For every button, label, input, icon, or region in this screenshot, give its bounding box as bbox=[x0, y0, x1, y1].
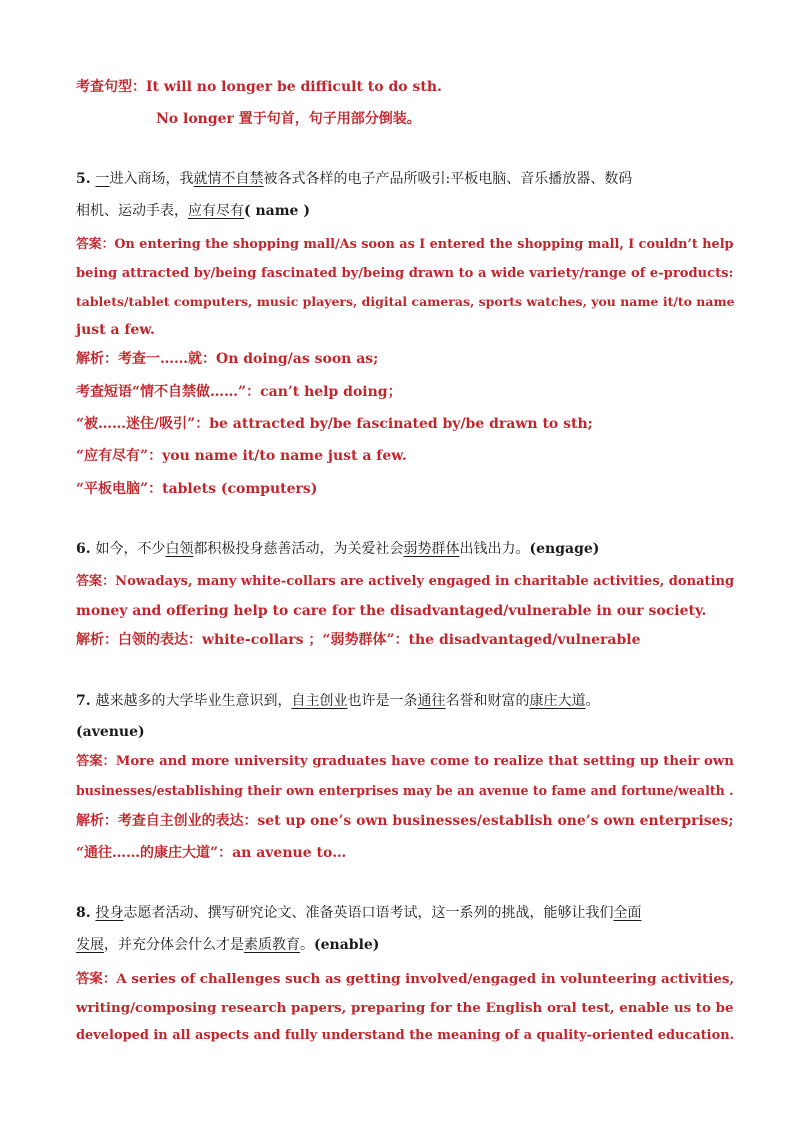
question-7-line2: (avenue) bbox=[76, 724, 145, 740]
answer-5-line2: being attracted by/being fascinated by/being drawn to a wide variety/range of e-products: bbox=[76, 266, 734, 281]
analysis-5-line1: 解析：考查一……就：On doing/as soon as; bbox=[76, 351, 379, 367]
question-6-line1: 6. 如今，不少白领都积极投身慈善活动，为关爱社会弱势群体出钱出力。(engage) bbox=[76, 541, 600, 557]
answer-7-line1: 答案：More and more university graduates have come to realize that setting up their own bbox=[76, 754, 734, 769]
question-8-line1: 8. 投身志愿者活动、撰写研究论文、准备英语口语考试，这一系列的挑战，能够让我们全面 bbox=[76, 905, 642, 921]
answer-5-line1: 答案：On entering the shopping mall/As soon as I entered the shopping mall, I couldn’t help bbox=[76, 237, 734, 252]
analysis-6-line1: 解析：白领的表达：white-collars ；“弱势群体”：the disadvantaged/vulnerable bbox=[76, 632, 641, 648]
answer-6-line2: money and offering help to care for the disadvantaged/vulnerable in our society. bbox=[76, 603, 707, 619]
answer-5-line4: just a few. bbox=[76, 322, 155, 338]
pattern-note-detail: No longer 置于句首，句子用部分倒装。 bbox=[156, 111, 421, 127]
analysis-5-line2: 考查短语“情不自禁做……”：can’t help doing； bbox=[76, 384, 402, 400]
pattern-note: 考查句型：It will no longer be difficult to do sth. bbox=[76, 79, 442, 95]
answer-8-line3: developed in all aspects and fully understand the meaning of a quality-oriented education. bbox=[76, 1028, 735, 1043]
analysis-5-line4: “应有尽有”：you name it/to name just a few. bbox=[76, 448, 407, 464]
analysis-7-line2: “通往……的康庄大道”：an avenue to… bbox=[76, 845, 347, 861]
answer-7-line2: businesses/establishing their own enterprises may be an avenue to fame and fortune/wealth . bbox=[76, 783, 734, 798]
question-7-line1: 7. 越来越多的大学毕业生意识到，自主创业也许是一条通往名誉和财富的康庄大道。 bbox=[76, 693, 600, 709]
question-5-line1: 5. 一进入商场，我就情不自禁被各式各样的电子产品所吸引:平板电脑、音乐播放器、数码 bbox=[76, 171, 633, 187]
question-5-line2: 相机、运动手表，应有尽有( name ) bbox=[76, 203, 310, 219]
answer-8-line1: 答案：A series of challenges such as getting involved/engaged in volunteering activities, bbox=[76, 971, 735, 987]
question-8-line2: 发展，并充分体会什么才是素质教育。(enable) bbox=[76, 937, 380, 953]
analysis-5-line5: “平板电脑”：tablets (computers) bbox=[76, 481, 318, 497]
answer-6-line1: 答案：Nowadays, many white-collars are actively engaged in charitable activities, donating bbox=[76, 574, 735, 589]
answer-5-line3: tablets/tablet computers, music players, digital cameras, sports watches, you name it/to name bbox=[76, 294, 735, 309]
answer-8-line2: writing/composing research papers, preparing for the English oral test, enable us to be bbox=[76, 1000, 734, 1016]
analysis-5-line3: “被……迷住/吸引”：be attracted by/be fascinated by/be drawn to sth; bbox=[76, 416, 593, 432]
analysis-7-line1: 解析：考查自主创业的表达：set up one’s own businesses/establish one’s own enterprises; bbox=[76, 813, 734, 829]
